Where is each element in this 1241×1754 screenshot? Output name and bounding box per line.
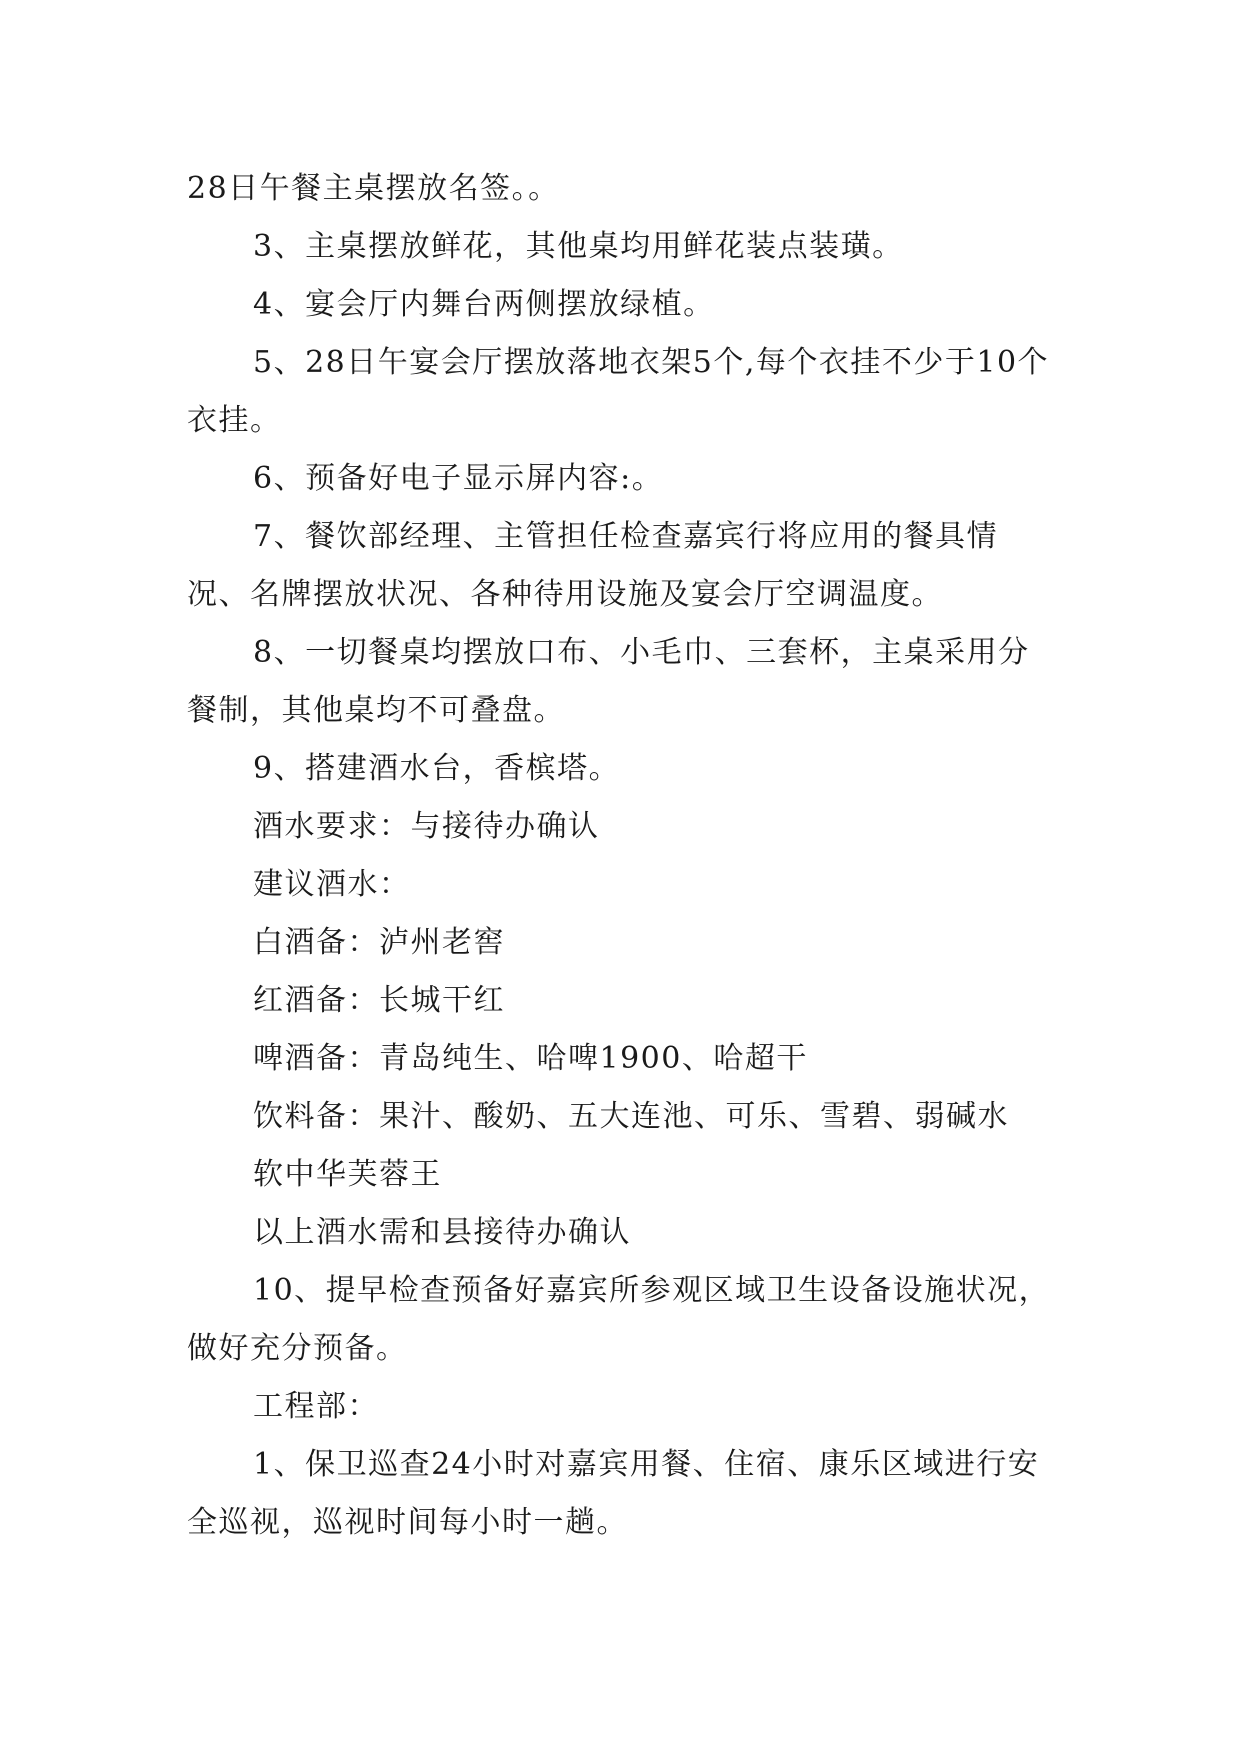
paragraph-item-4-plants: 4、宴会厅内舞台两侧摆放绿植。 [253,287,715,322]
section-heading-engineering: 工程部： [253,1389,379,1424]
paragraph-item-5-coat-racks: 5、28日午宴会厅摆放落地衣架5个,每个衣挂不少于10个衣挂。 [187,345,1050,438]
paragraph-baijiu: 白酒备：泸州老窖 [253,925,505,960]
paragraph-item-8-table-setting: 8、一切餐桌均摆放口布、小毛巾、三套杯，主桌采用分餐制，其他桌均不可叠盘。 [187,635,1030,728]
paragraph-item-9-drinks-station: 9、搭建酒水台，香槟塔。 [253,751,621,786]
paragraph-drinks-requirement: 酒水要求：与接待办确认 [253,809,600,844]
paragraph-suggested-drinks: 建议酒水： [253,867,411,902]
paragraph-item-10-facilities: 10、提早检查预备好嘉宾所参观区域卫生设备设施状况，做好充分预备。 [187,1273,1051,1366]
paragraph-main-table-name-cards: 28日午餐主桌摆放名签。。 [187,171,560,206]
paragraph-drinks-confirmation: 以上酒水需和县接待办确认 [253,1215,631,1250]
paragraph-red-wine: 红酒备：长城干红 [253,983,505,1018]
paragraph-item-3-flowers: 3、主桌摆放鲜花，其他桌均用鲜花装点装璜。 [253,229,904,264]
paragraph-soft-drinks: 饮料备：果汁、酸奶、五大连池、可乐、雪碧、弱碱水 [253,1099,1009,1134]
document-body [187,160,1059,1552]
paragraph-item-7-inspection: 7、餐饮部经理、主管担任检查嘉宾行将应用的餐具情况、名牌摆放状况、各种待用设施及宴会厅空调温度。 [187,519,999,612]
paragraph-engineering-item-1-patrol: 1、保卫巡查24小时对嘉宾用餐、住宿、康乐区域进行安全巡视，巡视时间每小时一趟。 [187,1447,1040,1540]
paragraph-cigarettes: 软中华芙蓉王 [253,1157,442,1192]
paragraph-beer: 啤酒备：青岛纯生、哈啤1900、哈超干 [253,1041,808,1076]
paragraph-item-6-display-screen: 6、预备好电子显示屏内容:。 [253,461,664,496]
